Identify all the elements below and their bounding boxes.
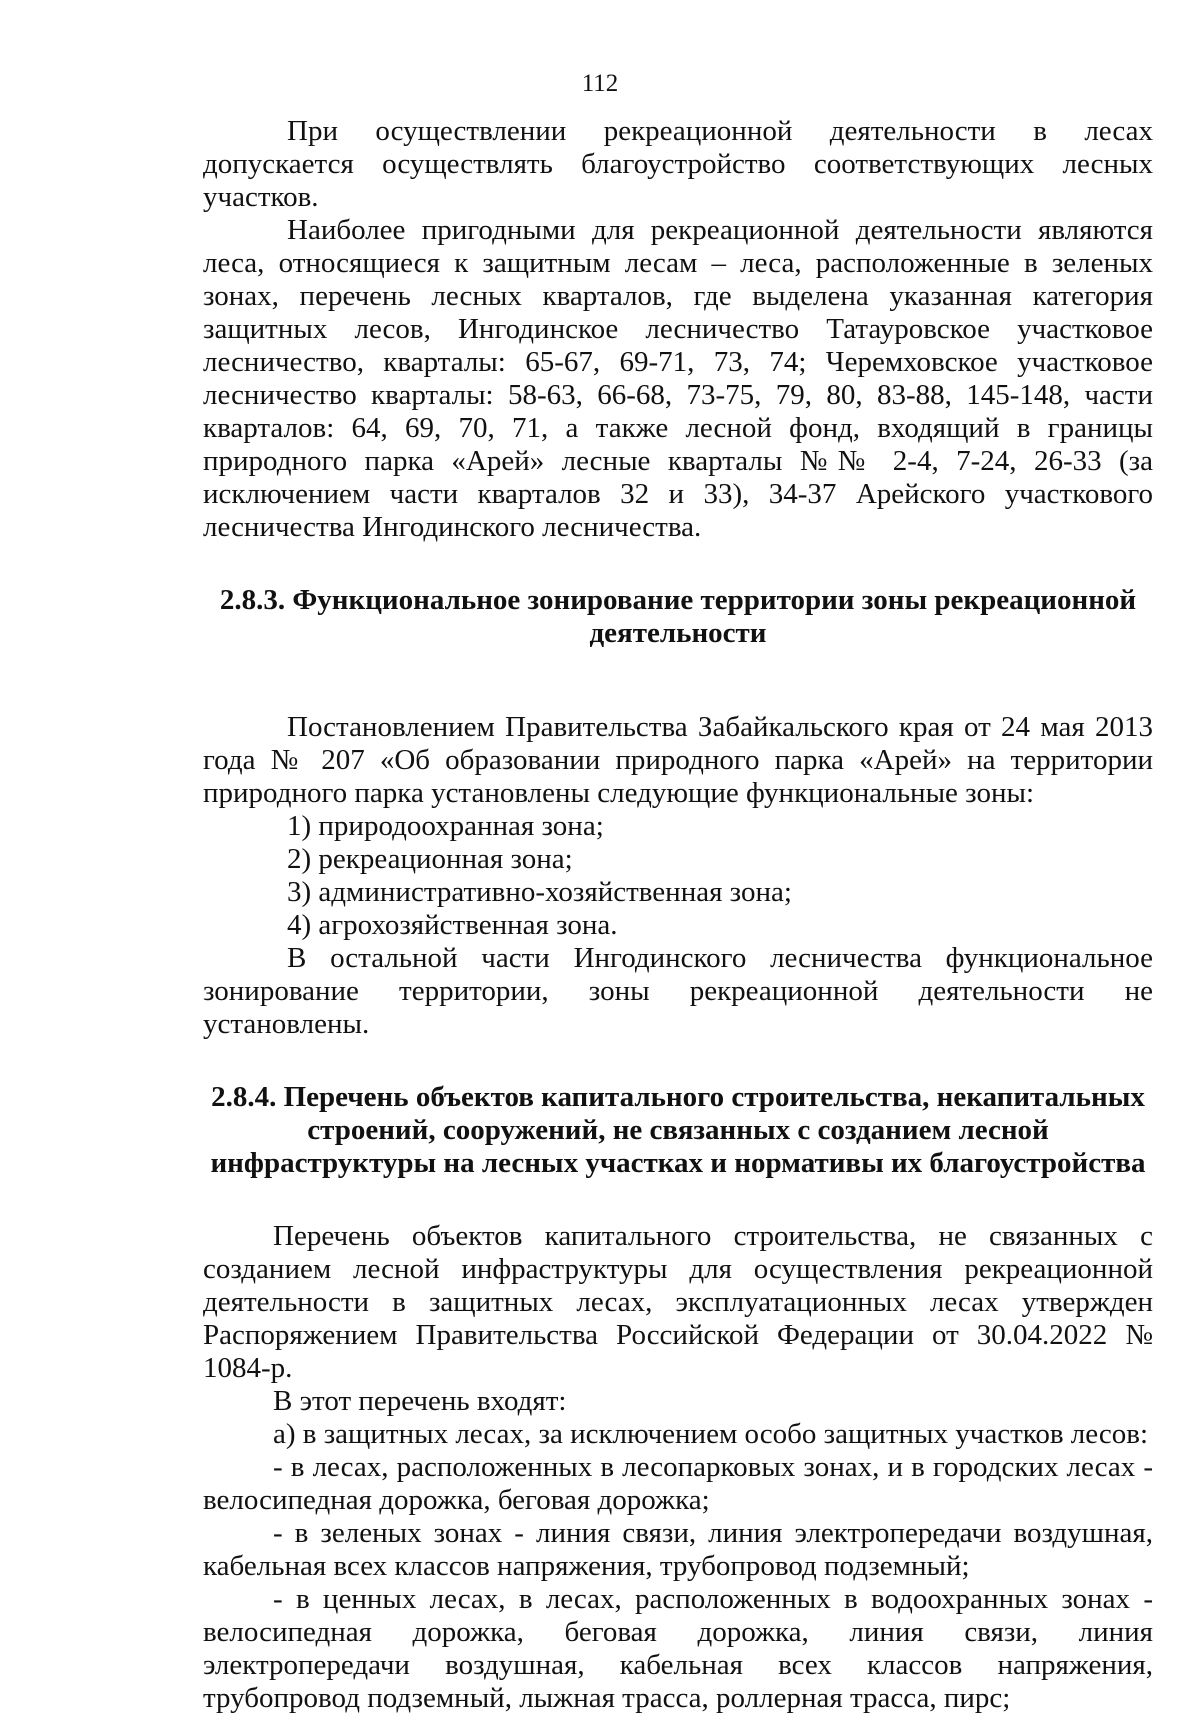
paragraph-list-intro: В этот перечень входят: xyxy=(273,1385,567,1417)
zone-item-4: 4) агрохозяйственная зона. xyxy=(287,909,618,941)
paragraph-recreation-improvement: При осуществлении рекреационной деятельности в лесах допускается осуществлять благоустройство соответствующих лесных участков. xyxy=(203,115,1153,213)
list-bullet-2: - в зеленых зонах - линия связи, линия электропередачи воздушная, кабельная всех классов напряжения, трубопровод подземный; xyxy=(203,1517,1153,1582)
paragraph-suitable-forests: Наиболее пригодными для рекреационной деятельности являются леса, относящиеся к защитным лесам – леса, расположенные в зеленых зонах, перечень лесных кварталов, где выделена указанная категория защитных лесов, Ингодинское лесничество Татауровское участковое лесничество, кварталы: 65-67, 69-71, 73, 74; Черемховское участковое лесничество кварталы: 58-63, 66-68, 73-75, 79, 80, 83-88, 145-148, части кварталов: 64, 69, 70, 71, а также лесной фонд, входящий в границы природного парка «Арей» лесные кварталы №№ 2-4, 7-24, 26-33 (за исключением части кварталов 32 и 33), 34-37 Арейского участкового лесничества Ингодинского лесничества. xyxy=(203,214,1153,543)
page-number: 112 xyxy=(581,70,619,97)
list-bullet-3: - в ценных лесах, в лесах, расположенных в водоохранных зонах - велосипедная дорожка, беговая дорожка, линия связи, линия электропередачи воздушная, кабельная всех классов напряжения, трубопровод подземный, лыжная трасса, роллерная трасса, пирс; xyxy=(203,1583,1153,1714)
zone-item-3: 3) административно-хозяйственная зона; xyxy=(287,876,792,908)
section-heading-2-8-3: 2.8.3. Функциональное зонирование территории зоны рекреационной деятельности xyxy=(219,584,1137,649)
zone-item-1: 1) природоохранная зона; xyxy=(287,810,604,842)
paragraph-zoning-closing: В остальной части Ингодинского лесничества функциональное зонирование территории, зоны рекреационной деятельности не установлены. xyxy=(203,942,1153,1040)
list-item-a: а) в защитных лесах, за исключением особо защитных участков лесов: xyxy=(273,1418,1148,1450)
list-bullet-1: - в лесах, расположенных в лесопарковых зонах, и в городских лесах - велосипедная дорожка, беговая дорожка; xyxy=(203,1451,1153,1516)
paragraph-decree-intro: Постановлением Правительства Забайкальского края от 24 мая 2013 года № 207 «Об образовании природного парка «Арей» на территории природного парка установлены следующие функциональные зоны: xyxy=(203,711,1153,809)
section-heading-2-8-4: 2.8.4. Перечень объектов капитального строительства, некапитальных строений, сооружений, не связанных с созданием лесной инфраструктуры на лесных участках и нормативы их благоустройства xyxy=(210,1081,1146,1179)
zone-item-2: 2) рекреационная зона; xyxy=(287,843,573,875)
paragraph-capital-objects-intro: Перечень объектов капитального строительства, не связанных с созданием лесной инфраструктуры для осуществления рекреационной деятельности в защитных лесах, эксплуатационных лесах утвержден Распоряжением Правительства Российской Федерации от 30.04.2022 № 1084-р. xyxy=(203,1220,1153,1384)
page-content xyxy=(203,115,1153,1715)
